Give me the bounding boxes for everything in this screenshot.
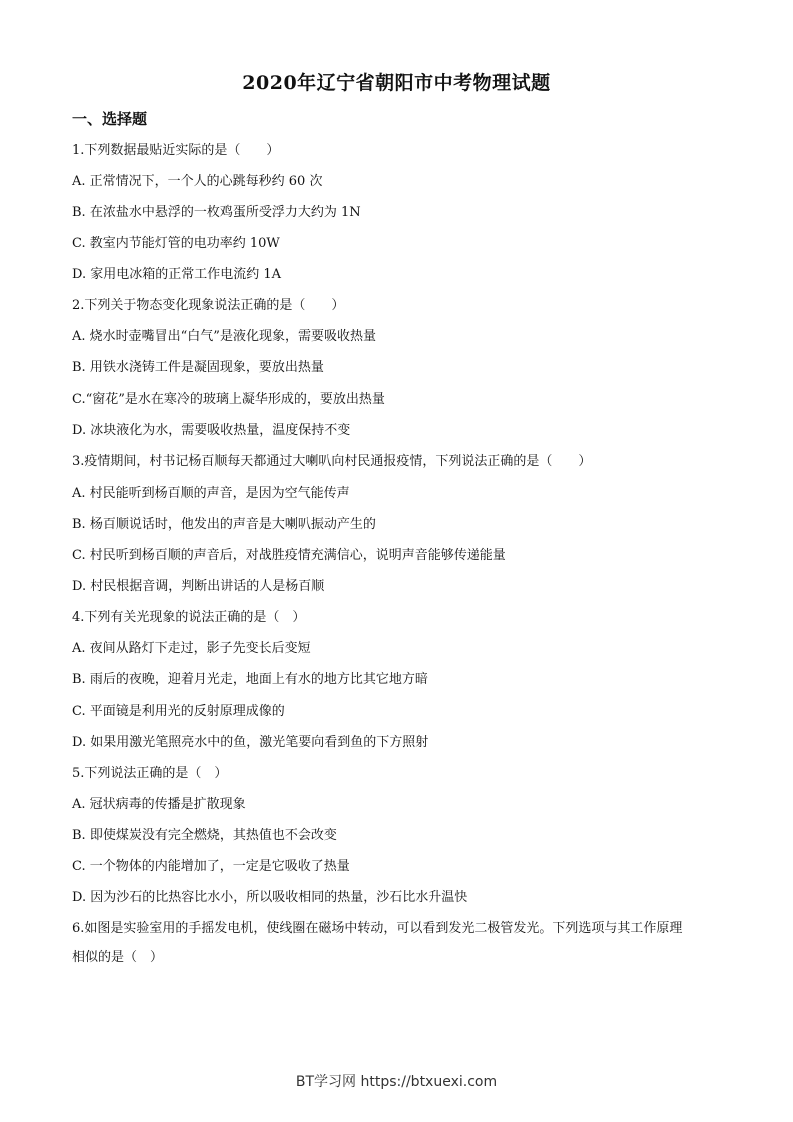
question-3: 3.疫情期间，村书记杨百顺每天都通过大喇叭向村民通报疫情，下列说法正确的是（ ） [72,454,592,469]
q3-option-c: C. 村民听到杨百顺的声音后，对战胜疫情充满信心，说明声音能够传递能量 [72,548,506,563]
footer-watermark: BT学习网 https://btxuexi.com [295,1074,498,1090]
q3-option-b: B. 杨百顺说话时，他发出的声音是大喇叭振动产生的 [72,517,376,532]
q4-option-c: C. 平面镜是利用光的反射原理成像的 [72,704,285,719]
question-6: 6.如图是实验室用的手摇发电机，使线圈在磁场中转动，可以看到发光二极管发光。下列选项与其工作原理 [72,921,683,936]
question-4: 4.下列有关光现象的说法正确的是（ ） [72,610,306,625]
q4-option-a: A. 夜间从路灯下走过，影子先变长后变短 [72,641,311,656]
section-heading: 一、选择题 [72,110,148,128]
question-1: 1.下列数据最贴近实际的是（ ） [72,143,280,158]
question-5: 5.下列说法正确的是（ ） [72,766,228,781]
question-2: 2.下列关于物态变化现象说法正确的是（ ） [72,298,345,313]
q5-option-a: A. 冠状病毒的传播是扩散现象 [72,797,246,812]
q4-option-b: B. 雨后的夜晚，迎着月光走，地面上有水的地方比其它地方暗 [72,672,428,687]
q2-option-b: B. 用铁水浇铸工件是凝固现象，要放出热量 [72,360,324,375]
q5-option-c: C. 一个物体的内能增加了，一定是它吸收了热量 [72,859,350,874]
question-6-continued: 相似的是（ ） [72,950,164,965]
q5-option-b: B. 即使煤炭没有完全燃烧，其热值也不会改变 [72,828,337,843]
page-title: 2020年辽宁省朝阳市中考物理试题 [242,72,551,94]
q1-option-b: B. 在浓盐水中悬浮的一枚鸡蛋所受浮力大约为 1N [72,205,361,220]
q1-option-c: C. 教室内节能灯管的电功率约 10W [72,236,280,251]
q1-option-a: A. 正常情况下，一个人的心跳每秒约 60 次 [72,174,323,189]
q2-option-c: C.“窗花”是水在寒冷的玻璃上凝华形成的，要放出热量 [72,392,385,407]
q5-option-d: D. 因为沙石的比热容比水小，所以吸收相同的热量，沙石比水升温快 [72,890,468,905]
q3-option-a: A. 村民能听到杨百顺的声音，是因为空气能传声 [72,486,350,501]
q2-option-a: A. 烧水时壶嘴冒出“白气”是液化现象，需要吸收热量 [72,329,376,344]
q3-option-d: D. 村民根据音调，判断出讲话的人是杨百顺 [72,579,325,594]
q2-option-d: D. 冰块液化为水，需要吸收热量，温度保持不变 [72,423,351,438]
q4-option-d: D. 如果用激光笔照亮水中的鱼，激光笔要向看到鱼的下方照射 [72,735,429,750]
q1-option-d: D. 家用电冰箱的正常工作电流约 1A [72,267,282,282]
